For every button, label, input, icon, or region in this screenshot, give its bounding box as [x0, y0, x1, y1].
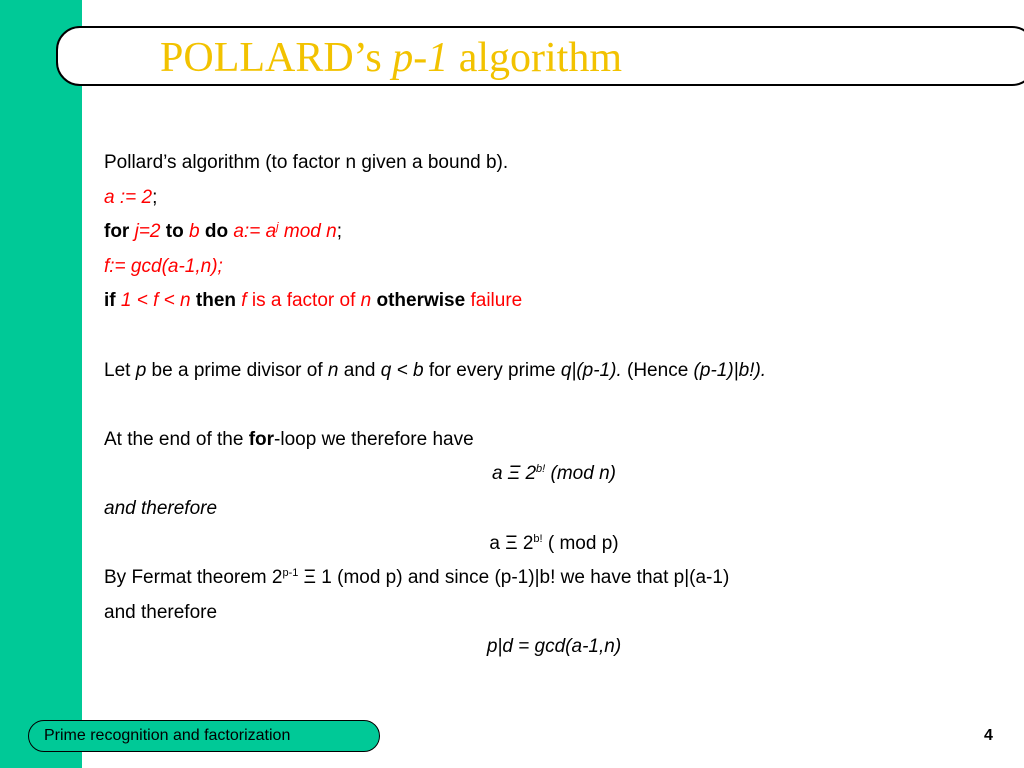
footer-label: Prime recognition and factorization [44, 727, 291, 744]
page-number: 4 [984, 727, 993, 744]
congruence-mod-p: a Ξ $2^{b!}$ ( mod p) [489, 532, 619, 554]
end-loop-line: At the end of the for-loop we therefore have [104, 428, 474, 450]
left-accent-bar [0, 0, 82, 768]
and-therefore-italic: and therefore [104, 497, 218, 519]
init-line: a := 2; [104, 186, 158, 208]
gcd-line: f:= gcd(a-1,n); [104, 255, 223, 277]
intro-line: Pollard’s algorithm (to factor n given a bound b). [104, 152, 509, 173]
and-therefore: and therefore [104, 601, 218, 623]
loop-line: for j=2 to b do a:= $a^j$ mod n; [104, 221, 342, 243]
slide-body [104, 146, 984, 665]
if-line: if 1 < f < n then f is a factor of n otherwise failure [104, 290, 523, 312]
let-line: Let p be a prime divisor of n and q < b for every prime q|(p-1). (Hence (p-1)|b!). [104, 359, 767, 381]
blank-line [104, 388, 984, 423]
gcd-result: p|d = gcd(a-1,n) [486, 636, 622, 658]
congruence-mod-n: a Ξ $2^{b!}$ (mod n) [492, 463, 616, 485]
slide-title: POLLARD’s p-1 algorithm [160, 35, 623, 81]
fermat-line: By Fermat theorem 2$^{p-1}$ Ξ 1 (mod p) and since (p-1)|b! we have that p|(a-1) [104, 567, 730, 589]
blank-line [104, 319, 984, 354]
